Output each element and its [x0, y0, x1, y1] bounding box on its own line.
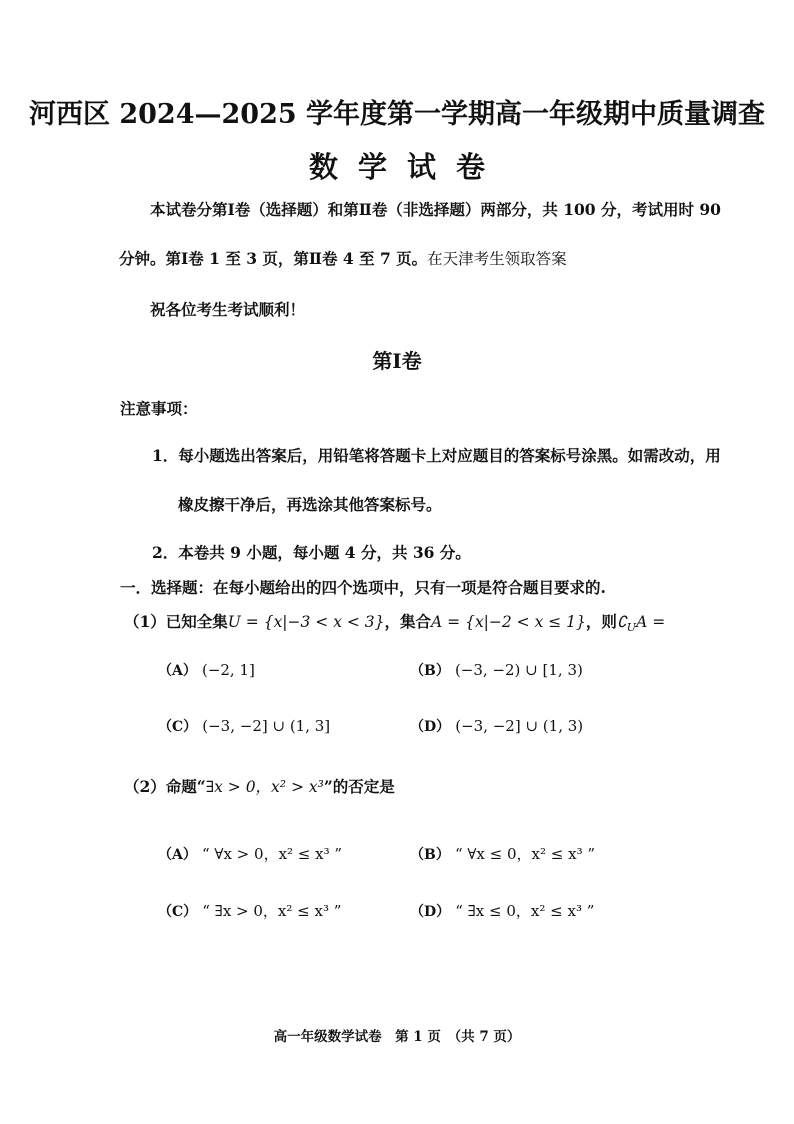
intro-line-2 — [119, 247, 567, 269]
q1-then: ，则 — [585, 612, 617, 631]
intro-wish: 祝各位考生考试顺利！ — [150, 300, 306, 319]
option-label: （B） — [410, 847, 450, 863]
option-value: “ ∀x > 0，x² ≤ x³ ” — [201, 845, 343, 863]
question-1-stem — [124, 610, 665, 634]
option-label: （D） — [410, 904, 451, 920]
q1-set-a: A = {x|−2 < x ≤ 1} — [431, 613, 586, 631]
q1-complement-subscript: U — [626, 621, 637, 635]
intro-line-2-extra: 在天津考生领取答案 — [427, 250, 567, 268]
part-one-heading: 一．选择题：在每小题给出的四个选项中，只有一项是符合题目要求的. — [120, 578, 606, 597]
q1-mid: ，集合 — [384, 612, 432, 631]
option-label: （A） — [158, 663, 197, 679]
option-label: （A） — [158, 847, 197, 863]
option-value: “ ∀x ≤ 0，x² ≤ x³ ” — [454, 845, 596, 863]
option-label: （C） — [158, 904, 198, 920]
option-value: (−3, −2) ∪ [1, 3) — [454, 661, 583, 679]
page-footer: 高一年级数学试卷 第 1 页 （共 7 页） — [273, 1029, 521, 1045]
option-value: “ ∃x ≤ 0，x² ≤ x³ ” — [455, 902, 595, 920]
option-value: (−2, 1] — [201, 661, 255, 679]
option-label: （D） — [410, 719, 451, 735]
q1-complement-symbol: ∁ — [616, 613, 627, 631]
q1-prefix: （1）已知全集 — [124, 612, 228, 631]
q1-option-b — [410, 660, 583, 680]
notes-label: 注意事项： — [120, 399, 198, 418]
q1-option-a — [158, 660, 255, 680]
option-value: (−3, −2] ∪ (1, 3) — [455, 717, 584, 735]
note-2: 2．本卷共 9 小题，每小题 4 分，共 36 分。 — [152, 543, 471, 562]
exam-title: 河西区 2024—2025 学年度第一学期高一年级期中质量调查 — [28, 99, 766, 130]
option-value: (−3, −2] ∪ (1, 3] — [202, 717, 331, 735]
q1-option-c — [158, 716, 330, 736]
q2-prefix: （2）命题“ — [124, 777, 206, 796]
intro-line-1: 本试卷分第Ⅰ卷（选择题）和第Ⅱ卷（非选择题）两部分，共 100 分，考试用时 90 — [150, 200, 721, 219]
note-1-line-a: 1．每小题选出答案后，用铅笔将答题卡上对应题目的答案标号涂黑。如需改动，用 — [152, 446, 721, 465]
q1-tail: A = — [636, 613, 666, 631]
q1-universal-set: U = {x|−3 < x < 3} — [227, 613, 385, 631]
option-label: （B） — [410, 663, 450, 679]
section-heading: 第Ⅰ卷 — [372, 349, 422, 373]
exam-subtitle: 数学试卷 — [308, 150, 505, 184]
note-1-line-b: 橡皮擦干净后，再选涂其他答案标号。 — [178, 495, 442, 514]
q2-proposition: ∃x > 0，x² > x³ — [205, 778, 324, 796]
q2-option-b — [410, 843, 595, 864]
q2-option-c — [158, 900, 341, 921]
question-2-stem — [124, 775, 395, 797]
intro-line-2-main: 分钟。第Ⅰ卷 1 至 3 页，第Ⅱ卷 4 至 7 页。 — [119, 249, 428, 268]
q2-end: ”的否定是 — [323, 777, 395, 796]
q1-option-d — [410, 716, 583, 736]
option-value: “ ∃x > 0，x² ≤ x³ ” — [202, 902, 342, 920]
q2-option-d — [410, 900, 594, 921]
option-label: （C） — [158, 719, 198, 735]
q2-option-a — [158, 843, 342, 864]
